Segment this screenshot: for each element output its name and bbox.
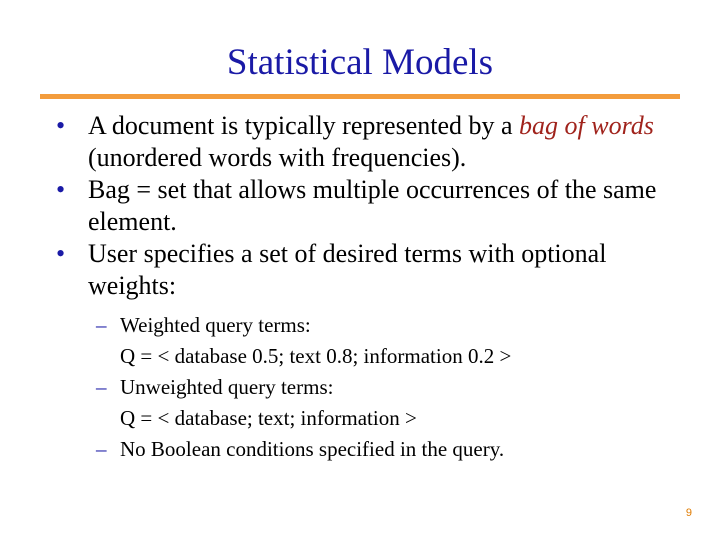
bullet-icon: •: [56, 111, 66, 140]
bullet-icon: •: [56, 175, 66, 204]
dash-icon: –: [96, 313, 107, 337]
sub-item-weighted: [96, 310, 696, 372]
page-number: 9: [685, 507, 692, 519]
bullet-text-tail: (unordered words with frequencies).: [88, 143, 467, 172]
sub-label: Weighted query terms:: [120, 313, 311, 337]
dash-icon: –: [96, 375, 107, 399]
bullet-list: [56, 110, 676, 302]
bullet-text: User specifies a set of desired terms with optional weights:: [88, 239, 607, 300]
bullet-text: Bag = set that allows multiple occurrences of the same element.: [88, 175, 657, 236]
bullet-item-document: [56, 110, 676, 174]
bag-of-words-emphasis: bag of words: [519, 111, 654, 140]
title-divider: [40, 94, 680, 99]
slide-title: Statistical Models: [226, 42, 494, 83]
dash-icon: –: [96, 437, 107, 461]
sub-label: No Boolean conditions specified in the query.: [120, 437, 505, 461]
sub-item-unweighted: [96, 372, 696, 434]
sub-bullet-list: [96, 310, 696, 465]
bullet-text: A document is typically represented by a: [88, 111, 520, 140]
bullet-item-user: [56, 238, 676, 302]
sub-item-boolean: [96, 434, 696, 465]
bullet-item-bag: [56, 174, 676, 238]
query-example: Q = < database 0.5; text 0.8; information 0.2 >: [120, 344, 512, 368]
sub-label: Unweighted query terms:: [120, 375, 334, 399]
query-example: Q = < database; text; information >: [120, 406, 417, 430]
bullet-icon: •: [56, 239, 66, 268]
